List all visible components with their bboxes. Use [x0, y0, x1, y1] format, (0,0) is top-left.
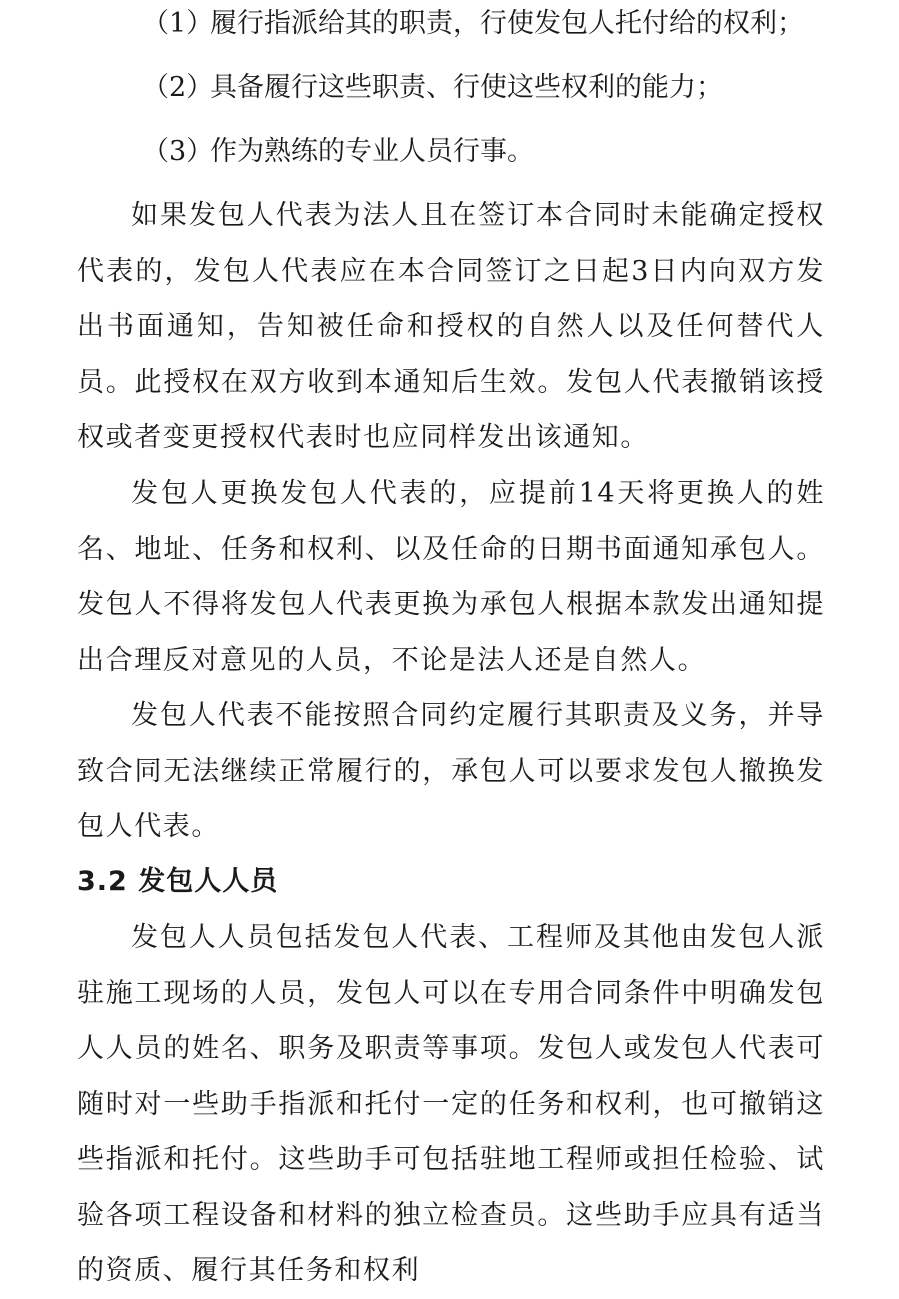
list-number-2: （2） [142, 72, 214, 103]
section-heading: 3.2 发包人人员 [77, 866, 279, 897]
paragraph-employer-personnel: 发包人人员包括发包人代表、工程师及其他由发包人派驻施工现场的人员，发包人可以在专用合同条件中明确发包人人员的姓名、职务及职责等事项。发包人或发包人代表可随时对一些助手指派和托付一定的任务和权利，也可撤销这些指派和托付。这些助手可包括驻地工程师或担任检验、试验各项工程设备和材料的独立检查员。这些助手应具有适当的资质、履行其任务和权利 [77, 922, 825, 1286]
paragraph-removal: 发包人代表不能按照合同约定履行其职责及义务，并导致合同无法继续正常履行的，承包人可以要求发包人撤换发包人代表。 [77, 700, 825, 842]
list-number-3: （3） [142, 136, 214, 167]
list-item-1 [142, 6, 804, 42]
list-number-1: （1） [142, 8, 214, 39]
paragraph-replacement: 发包人更换发包人代表的，应提前14天将更换人的姓名、地址、任务和权利、以及任命的日期书面通知承包人。发包人不得将发包人代表更换为承包人根据本款发出通知提出合理反对意见的人员，不论是法人还是自然人。 [77, 478, 825, 676]
list-text-3: 作为熟练的专业人员行事。 [210, 136, 534, 167]
paragraph-authorization: 如果发包人代表为法人且在签订本合同时未能确定授权代表的，发包人代表应在本合同签订之日起3日内向双方发出书面通知，告知被任命和授权的自然人以及任何替代人员。此授权在双方收到本通知后生效。发包人代表撤销该授权或者变更授权代表时也应同样发出该通知。 [77, 200, 825, 453]
list-item-3 [142, 134, 534, 170]
list-item-2 [142, 70, 723, 106]
list-text-2: 具备履行这些职责、行使这些权利的能力； [210, 72, 723, 103]
list-text-1: 履行指派给其的职责，行使发包人托付给的权利； [210, 8, 804, 39]
